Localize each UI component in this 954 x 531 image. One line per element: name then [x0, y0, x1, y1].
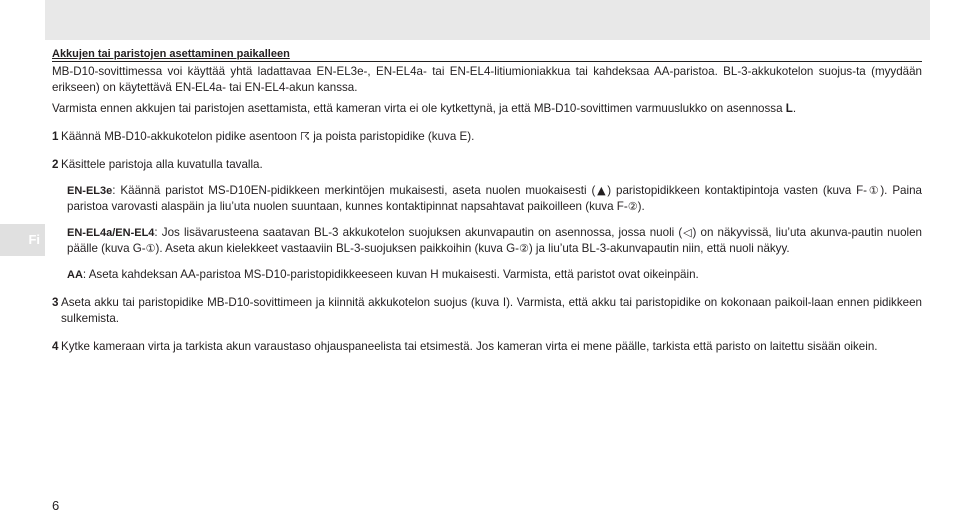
step-number: 2 [52, 158, 59, 171]
battery-term: EN-EL4a/EN-EL4 [67, 227, 155, 239]
step-number: 3 [52, 296, 59, 309]
intro-paragraph-2-end: . [792, 102, 797, 115]
step-2 [52, 157, 922, 173]
language-tab [0, 224, 45, 256]
intro-paragraph-2-text: Varmista ennen akkujen tai paristojen asettamista, että kameran virta ei ole kytkettynä, ja että MB-D10-sovittimen varmuuslukko on asennossa [52, 102, 786, 115]
aa-text: : Aseta kahdeksan AA-paristoa MS-D10-paristopidikkeeseen kuvan H mukaisesti. Varmista, että paristot ovat oikeinpäin. [82, 268, 699, 281]
instruction-aa [67, 267, 922, 283]
document-content [52, 47, 922, 355]
circled-1-icon: ① [145, 242, 156, 255]
intro-paragraph-2 [52, 101, 922, 117]
step-1-text-b: ja poista paristopidike (kuva E). [309, 130, 475, 143]
step-text [61, 129, 922, 145]
arrow-up-icon: ▲ [595, 184, 608, 197]
step-number: 1 [52, 130, 59, 143]
step-1 [52, 129, 922, 145]
arrow-left-icon: ◁ [682, 226, 693, 239]
el3e-text-d: ). [637, 200, 645, 213]
section-title: Akkujen tai paristojen asettaminen paikalleen [52, 47, 922, 62]
el4-text-a: : Jos lisävarusteena saatavan BL-3 akkukotelon suojuksen akunvapautin on asennossa, jossa nuoli ( [154, 226, 683, 239]
language-tab-label: Fi [28, 232, 40, 247]
lock-position-label: L [785, 102, 793, 115]
el4-text-b: ) on näkyvissä, liu’uta akunva-pautin nuolen päälle (kuva G- [67, 226, 922, 255]
step-1-text-a: Käännä MB-D10-akkukotelon pidike asentoon [61, 130, 301, 143]
step-number: 4 [52, 340, 59, 353]
header-band [45, 0, 930, 40]
circled-2-icon: ② [627, 200, 638, 213]
el4-text-d: ) ja liu’uta BL-3-akunvapautin niin, että nuoli näkyy. [528, 242, 790, 255]
step-text: Kytke kameraan virta ja tarkista akun varaustaso ohjauspaneelista tai etsimestä. Jos kameran virta ei mene päälle, tarkista että paristo on laitettu sisään oikein. [61, 340, 878, 353]
circled-1-icon: ① [867, 184, 881, 197]
page-number: 6 [52, 498, 60, 513]
el3e-text-a: : Käännä paristot MS-D10EN-pidikkeen merkintöjen mukaisesti, aseta nuolen muokaisesti ( [112, 184, 596, 197]
step-text: Aseta akku tai paristopidike MB-D10-sovittimeen ja kiinnitä akkukotelon suojus (kuva I). Varmista, että akku tai paristopidike on kokonaan paikoil-laan ennen pidikkeen sulkemista. [61, 296, 922, 325]
intro-paragraph-1: MB-D10-sovittimessa voi käyttää yhtä ladattavaa EN-EL3e-, EN-EL4a- tai EN-EL4-litiumioniakkua tai kahdeksaa AA-paristoa. BL-3-akkukotelon suojus-ta (myydään erikseen) on käytettävä EN-EL4a- tai EN-EL4-akun kanssa. [52, 65, 922, 94]
el4-text-c: ). Aseta akun kielekkeet vastaaviin BL-3-suojuksen paikkoihin (kuva G- [155, 242, 519, 255]
battery-term: EN-EL3e [67, 185, 113, 197]
step-4 [52, 339, 922, 355]
battery-term: AA [67, 269, 83, 281]
instruction-en-el4 [67, 225, 922, 257]
el3e-text-b: ) paristopidikkeen kontaktipintoja vasten (kuva F- [607, 184, 868, 197]
battery-holder-position-icon: ☈ [300, 130, 310, 143]
instruction-en-el3e [67, 183, 922, 215]
step-text: Käsittele paristoja alla kuvatulla tavalla. [61, 158, 263, 171]
el3e-text-c: ). Paina paristoa varovasti alaspäin ja liu’uta nuolen suuntaan, kunnes kontaktipinnat napsahtavat paikoilleen (kuva F- [67, 184, 922, 213]
step-3 [52, 295, 922, 327]
circled-2-icon: ② [518, 242, 529, 255]
